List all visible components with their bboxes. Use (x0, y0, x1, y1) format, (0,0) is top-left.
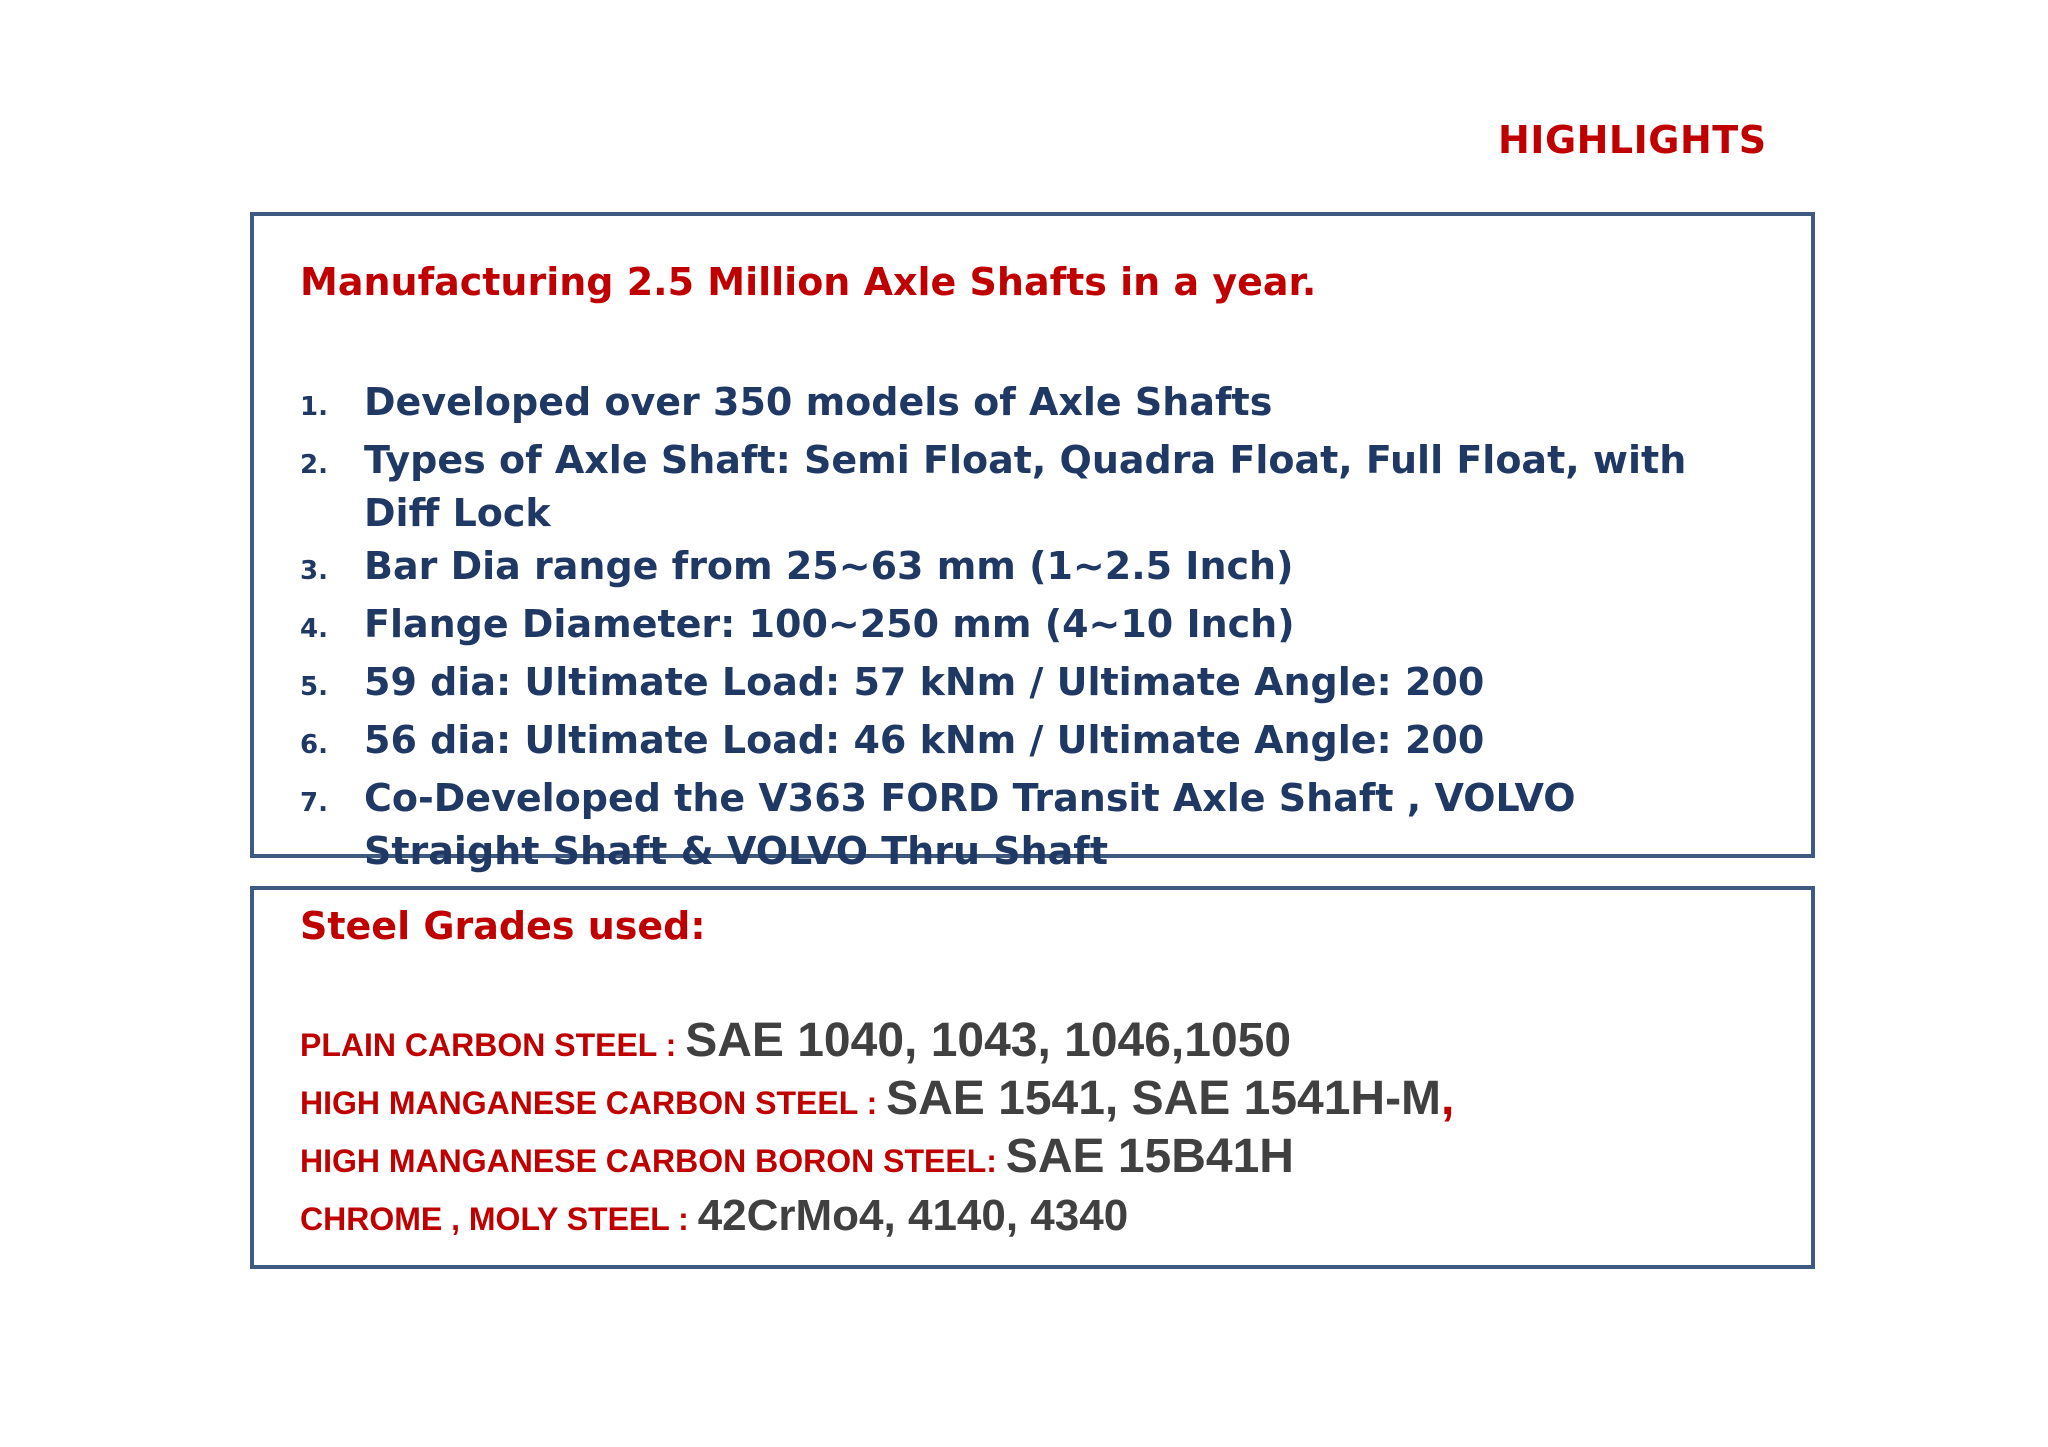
feature-number: 5. (300, 672, 328, 702)
grade-value: SAE 1040, 1043, 1046,1050 (685, 1014, 1292, 1067)
feature-text: Types of Axle Shaft: Semi Float, Quadra Float, Full Float, with Diff Lock (364, 438, 1687, 535)
steel-grades-box (250, 886, 1815, 1269)
feature-text: Flange Diameter: 100~250 mm (4~10 Inch) (364, 602, 1295, 646)
grade-row (300, 1070, 1454, 1128)
steel-grades-list (300, 1012, 1454, 1244)
grade-value: SAE 1541, SAE 1541H-M (886, 1072, 1442, 1125)
grade-suffix: , (1441, 1072, 1455, 1125)
feature-item (300, 714, 1740, 772)
features-list (300, 376, 1740, 878)
feature-item (300, 376, 1740, 434)
grade-label: PLAIN CARBON STEEL : (300, 1027, 686, 1063)
grade-row (300, 1012, 1454, 1070)
steel-grades-title: Steel Grades used: (300, 904, 706, 948)
feature-item (300, 656, 1740, 714)
feature-text: Developed over 350 models of Axle Shafts (364, 380, 1273, 424)
feature-item (300, 434, 1740, 540)
feature-item (300, 540, 1740, 598)
feature-text: 56 dia: Ultimate Load: 46 kNm / Ultimate Angle: 200 (364, 718, 1485, 762)
grade-row (300, 1186, 1454, 1244)
feature-number: 2. (300, 450, 328, 480)
grade-label: CHROME , MOLY STEEL : (300, 1201, 698, 1237)
highlights-box (250, 212, 1815, 873)
feature-number: 7. (300, 788, 328, 818)
feature-number: 4. (300, 614, 328, 644)
feature-text: Bar Dia range from 25~63 mm (1~2.5 Inch) (364, 544, 1294, 588)
feature-text: Co-Developed the V363 FORD Transit Axle Shaft , VOLVO Straight Shaft & VOLVO Thru Shaft (364, 776, 1576, 873)
highlights-title: Manufacturing 2.5 Million Axle Shafts in a year. (300, 260, 1317, 304)
grade-value: 42CrMo4, 4140, 4340 (697, 1191, 1129, 1240)
grade-label: HIGH MANGANESE CARBON BORON STEEL: (300, 1143, 1006, 1179)
grade-label: HIGH MANGANESE CARBON STEEL : (300, 1085, 887, 1121)
feature-text: 59 dia: Ultimate Load: 57 kNm / Ultimate Angle: 200 (364, 660, 1485, 704)
feature-number: 3. (300, 556, 328, 586)
feature-number: 1. (300, 392, 328, 422)
page-heading: HIGHLIGHTS (1498, 118, 1767, 162)
feature-item (300, 772, 1740, 878)
feature-item (300, 598, 1740, 656)
grade-row (300, 1128, 1454, 1186)
feature-number: 6. (300, 730, 328, 760)
grade-value: SAE 15B41H (1005, 1130, 1294, 1183)
